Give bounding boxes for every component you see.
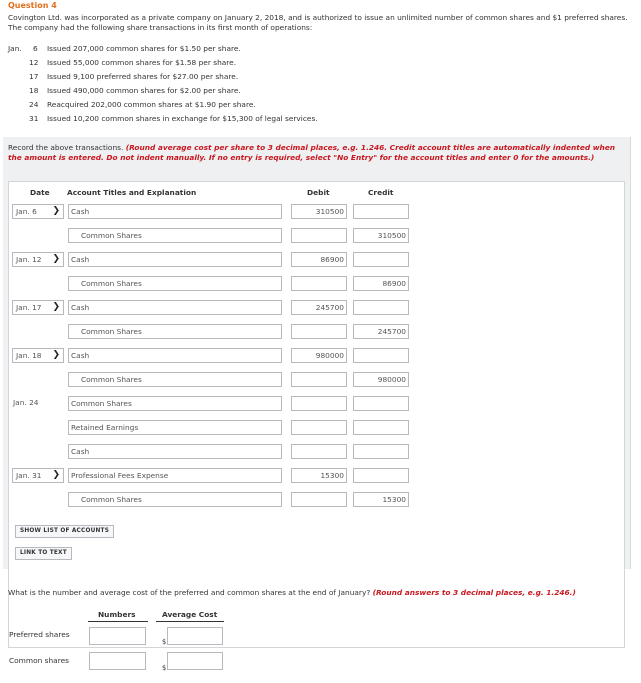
debit-input[interactable]: 15300 [291,468,347,483]
transaction-day: 24 [29,100,39,109]
numbers-header: Numbers [98,610,136,619]
transaction-text: Issued 9,100 preferred shares for $27.00 per share. [47,72,239,81]
header-account: Account Titles and Explanation [67,188,197,197]
credit-input[interactable]: 980000 [353,372,409,387]
debit-input[interactable] [291,420,347,435]
account-input[interactable]: Cash [68,252,282,267]
transaction-day: 12 [29,58,39,67]
account-input[interactable]: Cash [68,444,282,459]
date-select-value: Jan. 12 [16,255,42,264]
credit-input[interactable]: 245700 [353,324,409,339]
common-shares-label: Common shares [9,656,69,665]
preferred-shares-label: Preferred shares [9,630,70,639]
journal-panel [3,137,631,569]
chevron-down-icon: ❯ [52,302,60,312]
debit-input[interactable] [291,372,347,387]
average-cost-underline [156,621,224,622]
chevron-down-icon: ❯ [52,470,60,480]
link-to-text-button[interactable]: LINK TO TEXT [15,547,72,560]
question-intro: Covington Ltd. was incorporated as a private company on January 2, 2018, and is authorized to issue an unlimited number of common shares and $1 preferred shares. The company had the following share transactions in its first month of operations: [8,13,628,32]
header-debit: Debit [307,188,330,197]
transaction-day: 18 [29,86,39,95]
transaction-day: 6 [33,44,38,53]
account-input[interactable]: Common Shares [68,396,282,411]
credit-input[interactable] [353,396,409,411]
credit-input[interactable] [353,420,409,435]
transaction-text: Issued 490,000 common shares for $2.00 per share. [47,86,241,95]
debit-input[interactable]: 86900 [291,252,347,267]
date-select[interactable] [12,468,64,483]
account-input[interactable]: Common Shares [68,324,282,339]
transaction-month: Jan. [8,44,22,53]
chevron-down-icon: ❯ [52,350,60,360]
debit-input[interactable] [291,492,347,507]
account-input[interactable]: Cash [68,300,282,315]
account-input[interactable]: Common Shares [68,228,282,243]
debit-input[interactable]: 310500 [291,204,347,219]
transaction-text: Issued 207,000 common shares for $1.50 per share. [47,44,241,53]
transaction-day: 17 [29,72,39,81]
transaction-day: 31 [29,114,39,123]
date-select-value: Jan. 31 [16,471,42,480]
debit-input[interactable]: 245700 [291,300,347,315]
account-input[interactable]: Professional Fees Expense [68,468,282,483]
credit-input[interactable]: 15300 [353,492,409,507]
debit-input[interactable] [291,276,347,291]
journal-table [8,181,625,648]
account-input[interactable]: Common Shares [68,276,282,291]
debit-input[interactable] [291,324,347,339]
show-list-of-accounts-button[interactable]: SHOW LIST OF ACCOUNTS [15,525,114,538]
date-select[interactable] [12,348,64,363]
date-select[interactable] [12,300,64,315]
credit-input[interactable] [353,348,409,363]
question-title: Question 4 [8,1,57,10]
instructions-highlight: (Round average cost per share to 3 decimal places, e.g. 1.246. Credit account titles are automatically indented when the amount is entered. Do not indent manually. If no entry is required, select "No Entry" for the account titles and enter 0 for the amounts.) [8,143,616,162]
common-number-input[interactable] [89,652,146,670]
journal-instructions [8,143,628,163]
preferred-cost-input[interactable] [167,627,223,645]
account-input[interactable]: Cash [68,348,282,363]
numbers-underline [88,621,148,622]
header-credit: Credit [368,188,394,197]
account-input[interactable]: Common Shares [68,372,282,387]
chevron-down-icon: ❯ [52,254,60,264]
credit-input[interactable] [353,204,409,219]
preferred-number-input[interactable] [89,627,146,645]
chevron-down-icon: ❯ [52,206,60,216]
date-select-value: Jan. 6 [16,207,37,216]
debit-input[interactable] [291,396,347,411]
date-label: Jan. 24 [13,398,39,407]
debit-input[interactable] [291,228,347,243]
credit-input[interactable] [353,252,409,267]
credit-input[interactable] [353,468,409,483]
date-select-value: Jan. 17 [16,303,42,312]
transaction-text: Reacquired 202,000 common shares at $1.90 per share. [47,100,256,109]
dollar-sign: $ [162,664,167,672]
account-input[interactable]: Retained Earnings [68,420,282,435]
debit-input[interactable] [291,444,347,459]
question2-highlight: (Round answers to 3 decimal places, e.g. 1.246.) [372,588,576,597]
debit-input[interactable]: 980000 [291,348,347,363]
date-select-value: Jan. 18 [16,351,42,360]
date-select[interactable] [12,252,64,267]
header-date: Date [30,188,50,197]
question2-prompt: What is the number and average cost of the preferred and common shares at the end of January? [8,588,371,597]
credit-input[interactable]: 86900 [353,276,409,291]
date-select[interactable] [12,204,64,219]
credit-input[interactable]: 310500 [353,228,409,243]
transaction-text: Issued 55,000 common shares for $1.58 per share. [47,58,237,67]
credit-input[interactable] [353,300,409,315]
instructions-text: Record the above transactions. [8,143,124,152]
credit-input[interactable] [353,444,409,459]
average-cost-header: Average Cost [162,610,218,619]
dollar-sign: $ [162,638,167,646]
question2-text [8,588,633,597]
account-input[interactable]: Cash [68,204,282,219]
account-input[interactable]: Common Shares [68,492,282,507]
common-cost-input[interactable] [167,652,223,670]
transaction-text: Issued 10,200 common shares in exchange for $15,300 of legal services. [47,114,318,123]
